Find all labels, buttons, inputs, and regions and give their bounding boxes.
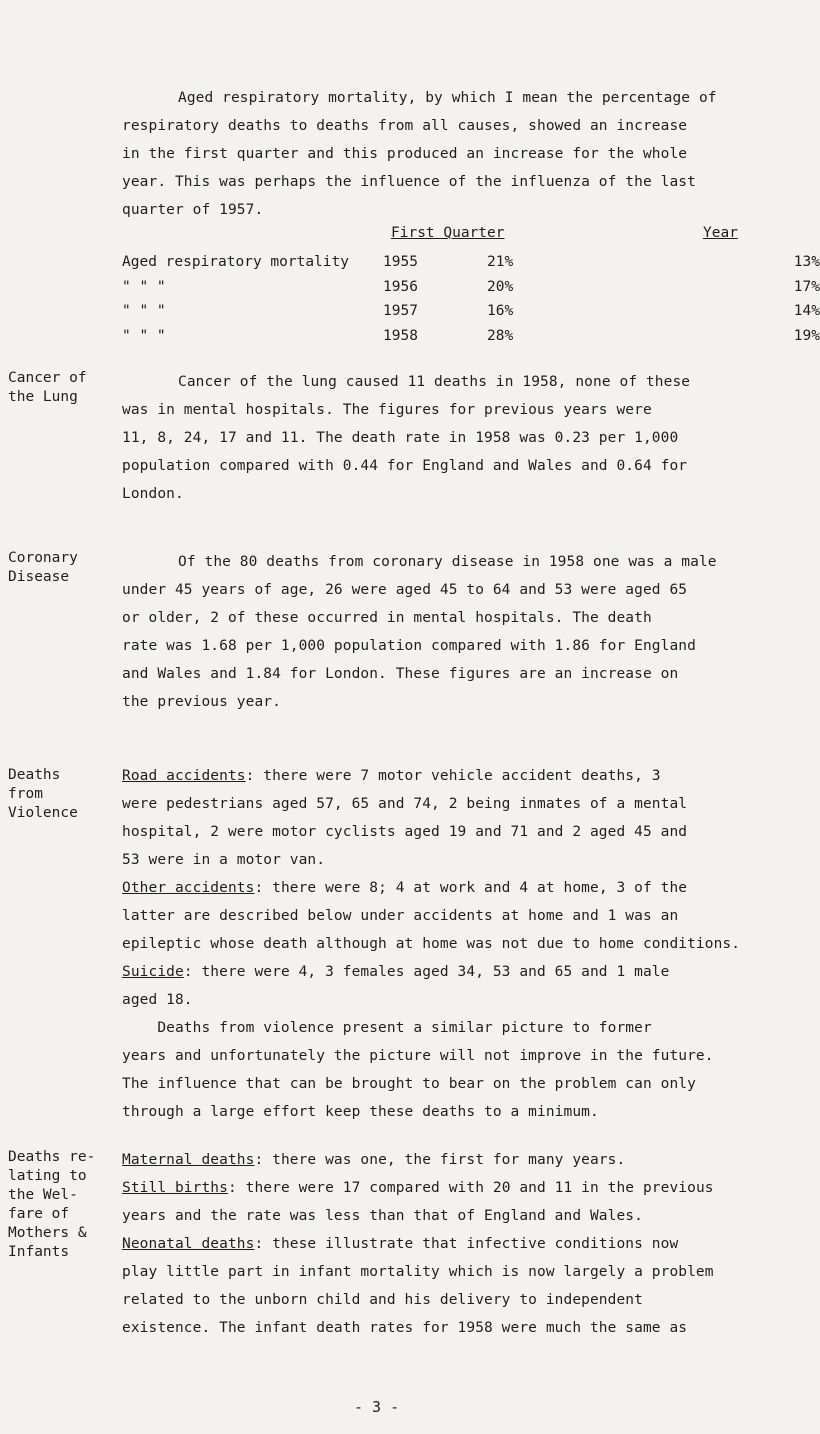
violence-line: years and unfortunately the picture will not improve in the future. (122, 1048, 714, 1064)
violence-line: aged 18. (122, 992, 193, 1008)
intro-line: quarter of 1957. (122, 202, 264, 218)
coronary-line: rate was 1.68 per 1,000 population compared with 1.86 for England (122, 638, 696, 654)
coronary-line: the previous year. (122, 694, 281, 710)
coronary-line: under 45 years of age, 26 were aged 45 to 64 and 53 were aged 65 (122, 582, 688, 598)
side-heading-line: the Lung (8, 389, 78, 405)
cancer-line: 11, 8, 24, 17 and 11. The death rate in 1958 was 0.23 per 1,000 (122, 430, 679, 446)
row-first-quarter: 21% (487, 254, 514, 270)
suicide-line (122, 958, 740, 986)
intro-line: in the first quarter and this produced an increase for the whole (122, 146, 688, 162)
row-label: " " " (122, 279, 166, 295)
violence-line: were pedestrians aged 57, 65 and 74, 2 being inmates of a mental (122, 796, 688, 812)
row-label: " " " (122, 303, 166, 319)
cancer-line: was in mental hospitals. The figures for previous years were (122, 402, 652, 418)
violence-paragraph (122, 762, 740, 1126)
side-heading-line: Violence (8, 805, 78, 821)
neonatal-deaths-heading: Neonatal deaths (122, 1236, 255, 1252)
side-heading-coronary (8, 549, 78, 587)
violence-line: Deaths from violence present a similar picture to former (122, 1020, 652, 1036)
neonatal-deaths-line (122, 1230, 714, 1258)
side-heading-line: Infants (8, 1244, 70, 1260)
suicide-text: : there were 4, 3 females aged 34, 53 and 65 and 1 male (183, 964, 670, 980)
row-label: " " " (122, 328, 166, 344)
side-heading-line: Deaths re- (8, 1149, 96, 1165)
mothers-line: related to the unborn child and his delivery to independent (122, 1292, 643, 1308)
side-heading-violence (8, 766, 78, 823)
side-heading-line: Deaths (8, 767, 61, 783)
road-accidents-line (122, 762, 740, 790)
row-year: 1958 (383, 328, 418, 344)
row-first-quarter: 16% (487, 303, 514, 319)
row-year: 1957 (383, 303, 418, 319)
intro-line: year. This was perhaps the influence of the influenza of the last (122, 174, 696, 190)
other-accidents-heading: Other accidents (122, 880, 255, 896)
row-year-value: 13% (793, 254, 820, 270)
side-heading-line: from (8, 786, 43, 802)
maternal-deaths-line (122, 1146, 714, 1174)
row-label: Aged respiratory mortality (122, 254, 349, 270)
row-year-value: 19% (793, 328, 820, 344)
other-accidents-line (122, 874, 740, 902)
side-heading-mothers (8, 1148, 95, 1262)
side-heading-line: Coronary (8, 550, 78, 566)
row-first-quarter: 20% (487, 279, 514, 295)
suicide-heading: Suicide (122, 964, 184, 980)
intro-line: respiratory deaths to deaths from all causes, showed an increase (122, 118, 688, 134)
cancer-paragraph (122, 368, 690, 508)
violence-line: The influence that can be brought to bear on the problem can only (122, 1076, 696, 1092)
mothers-line: years and the rate was less than that of England and Wales. (122, 1208, 643, 1224)
side-heading-cancer (8, 369, 87, 407)
coronary-line: or older, 2 of these occurred in mental hospitals. The death (122, 610, 652, 626)
table-head-year: Year (703, 225, 738, 241)
violence-line: through a large effort keep these deaths to a minimum. (122, 1104, 599, 1120)
violence-line: epileptic whose death although at home was not due to home conditions. (122, 936, 741, 952)
row-first-quarter: 28% (487, 328, 514, 344)
still-births-line (122, 1174, 714, 1202)
still-births-heading: Still births (122, 1180, 228, 1196)
mothers-line: existence. The infant death rates for 1958 were much the same as (122, 1320, 688, 1336)
side-heading-line: Cancer of (8, 370, 87, 386)
side-heading-line: the Wel- (8, 1187, 78, 1203)
violence-line: hospital, 2 were motor cyclists aged 19 and 71 and 2 aged 45 and (122, 824, 688, 840)
other-accidents-text: : there were 8; 4 at work and 4 at home, 3 of the (254, 880, 688, 896)
violence-line: latter are described below under accidents at home and 1 was an (122, 908, 679, 924)
coronary-paragraph (122, 548, 717, 716)
neonatal-deaths-text: : these illustrate that infective conditions now (254, 1236, 679, 1252)
coronary-line: and Wales and 1.84 for London. These figures are an increase on (122, 666, 679, 682)
side-heading-line: Disease (8, 569, 70, 585)
page-number: - 3 - (354, 1398, 400, 1416)
side-heading-line: Mothers & (8, 1225, 87, 1241)
row-year: 1956 (383, 279, 418, 295)
road-accidents-text: : there were 7 motor vehicle accident deaths, 3 (245, 768, 661, 784)
side-heading-line: lating to (8, 1168, 87, 1184)
mothers-paragraph (122, 1146, 714, 1342)
intro-line: Aged respiratory mortality, by which I mean the percentage of (178, 90, 717, 106)
still-births-text: : there were 17 compared with 20 and 11 in the previous (227, 1180, 714, 1196)
road-accidents-heading: Road accidents (122, 768, 246, 784)
maternal-deaths-heading: Maternal deaths (122, 1152, 255, 1168)
maternal-deaths-text: : there was one, the first for many years. (254, 1152, 626, 1168)
side-heading-line: fare of (8, 1206, 70, 1222)
mothers-line: play little part in infant mortality which is now largely a problem (122, 1264, 714, 1280)
cancer-line: Cancer of the lung caused 11 deaths in 1958, none of these (178, 374, 691, 390)
violence-line: 53 were in a motor van. (122, 852, 326, 868)
cancer-line: population compared with 0.44 for England and Wales and 0.64 for (122, 458, 688, 474)
row-year-value: 17% (793, 279, 820, 295)
coronary-line: Of the 80 deaths from coronary disease in 1958 one was a male (178, 554, 717, 570)
row-year-value: 14% (793, 303, 820, 319)
table-head-first-quarter: First Quarter (391, 225, 505, 241)
row-year: 1955 (383, 254, 418, 270)
cancer-line: London. (122, 486, 184, 502)
intro-paragraph (122, 84, 717, 224)
